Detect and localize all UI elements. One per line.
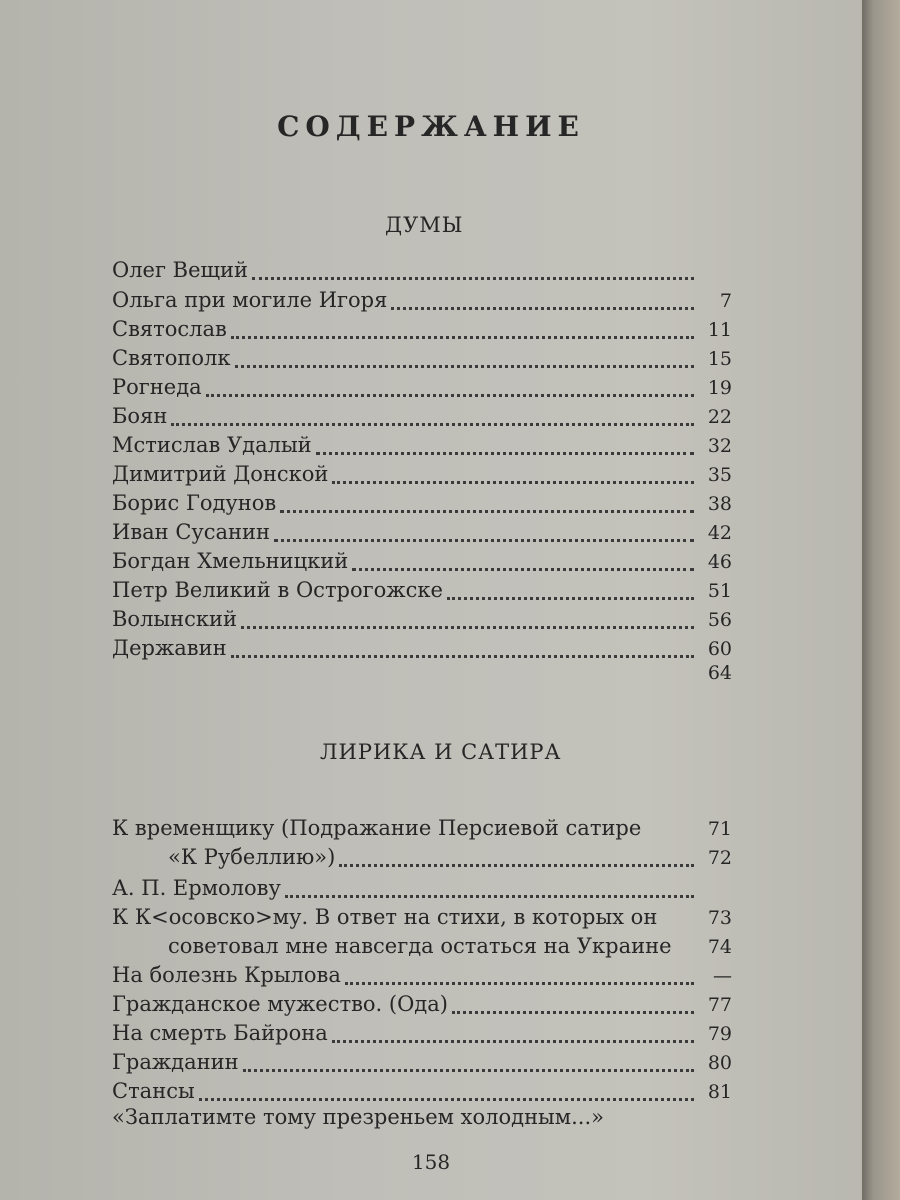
toc-entry [112,963,732,991]
leader-dots [171,411,694,426]
toc-entry-title: Гражданское мужество. (Ода) [112,992,448,1016]
toc-entry [112,288,732,316]
toc-entry-page: 22 [707,406,732,428]
leader-dots [235,353,694,368]
leader-dots [339,852,694,867]
book-page-edge [862,0,900,1200]
toc-entry-title: советовал мне навсегда остаться на Украине [168,934,672,958]
leader-dots [274,527,694,542]
toc-entry-page: 19 [707,377,732,399]
toc-entry [112,491,732,519]
toc-entry-title: К К<осовско>му. В ответ на стихи, в которых он [112,905,658,929]
toc-entry-title: «К Рубеллию») [168,845,336,869]
toc-entry [112,662,732,690]
toc-entry-page: 42 [707,522,732,544]
toc-entry-title: Богдан Хмельницкий [112,549,349,573]
toc-entry-title: На смерть Байрона [112,1021,328,1045]
toc-entry [112,317,732,345]
toc-entry-page: 77 [707,994,732,1016]
toc-entry-title: Олег Вещий [112,258,249,282]
leader-dots [316,440,694,455]
toc-entry [112,578,732,606]
toc-entry-title: Димитрий Донской [112,462,329,486]
section-heading-dumy: ДУМЫ [385,213,464,237]
toc-entry-page: 71 [707,818,732,840]
toc-entry-page: 56 [707,609,732,631]
toc-entry [112,905,732,933]
leader-dots [243,1057,694,1072]
toc-entry-title: На болезнь Крылова [112,963,341,987]
toc-entry-title: Державин [112,636,227,660]
toc-entry [112,520,732,548]
toc-entry [112,433,732,461]
toc-entry-page: 72 [707,847,732,869]
toc-entry [112,876,732,904]
toc-entry [112,845,732,873]
leader-dots [280,498,694,513]
toc-entry-page: 15 [707,348,732,370]
toc-entry-title: Петр Великий в Острогожске [112,578,443,602]
toc-entry [112,1021,732,1049]
leader-dots [332,469,694,484]
leader-dots [391,295,694,310]
leader-dots [241,614,694,629]
toc-entry-title: Борис Годунов [112,491,277,515]
toc-entry [112,607,732,635]
leader-dots [447,585,694,600]
toc-entry [112,816,732,844]
toc-entry-title: Стансы [112,1079,195,1103]
toc-entry [112,404,732,432]
toc-entry-title: Рогнеда [112,375,202,399]
toc-entry-page: 38 [707,493,732,515]
toc-entry-page: 7 [719,290,732,312]
toc-entry [112,636,732,664]
toc-entry-page: 46 [707,551,732,573]
toc-entry [112,1050,732,1078]
page-number: 158 [411,1150,451,1174]
toc-entry [112,549,732,577]
leader-dots [452,999,694,1014]
toc-entry-title: Мстислав Удалый [112,433,312,457]
toc-entry [112,375,732,403]
toc-entry [112,934,732,962]
leader-dots [231,324,694,339]
toc-entry-title: «Заплатимте тому презреньем холодным...» [112,1105,604,1129]
toc-entry-page: 73 [707,907,732,929]
leader-dots [199,1086,694,1101]
leader-dots [352,556,694,571]
toc-entry-page: 64 [707,662,732,684]
toc-entry-page: 74 [707,936,732,958]
toc-entry-page: 60 [707,638,732,660]
leader-dots [206,382,694,397]
toc-entry-page: — [713,965,732,987]
toc-entry [112,992,732,1020]
toc-entry [112,1105,732,1133]
toc-entry-page: 35 [707,464,732,486]
toc-entry [112,1079,732,1107]
leader-dots [252,265,694,280]
leader-dots [231,643,694,658]
toc-entry-title: А. П. Ермолову [112,876,281,900]
toc-entry-title: Святослав [112,317,227,341]
toc-entry-page: 51 [707,580,732,602]
toc-entry-title: Святополк [112,346,231,370]
section-heading-lirika: ЛИРИКА И САТИРА [320,740,562,764]
toc-entry-title: Гражданин [112,1050,239,1074]
toc-entry-page: 79 [707,1023,732,1045]
toc-entry-title: К временщику (Подражание Персиевой сатире [112,816,642,840]
toc-entry-title: Иван Сусанин [112,520,271,544]
page-title: СОДЕРЖАНИЕ [277,110,585,143]
toc-entry-page: 81 [707,1081,732,1103]
toc-entry [112,258,732,286]
leader-dots [285,883,694,898]
toc-entry-page: 32 [707,435,732,457]
toc-entry-title: Боян [112,404,168,428]
toc-entry [112,462,732,490]
toc-entry-page: 11 [707,319,732,341]
toc-entry-title: Ольга при могиле Игоря [112,288,388,312]
leader-dots [332,1028,694,1043]
leader-dots [345,970,694,985]
toc-entry-page: 80 [707,1052,732,1074]
toc-entry [112,346,732,374]
toc-entry-title: Волынский [112,607,238,631]
